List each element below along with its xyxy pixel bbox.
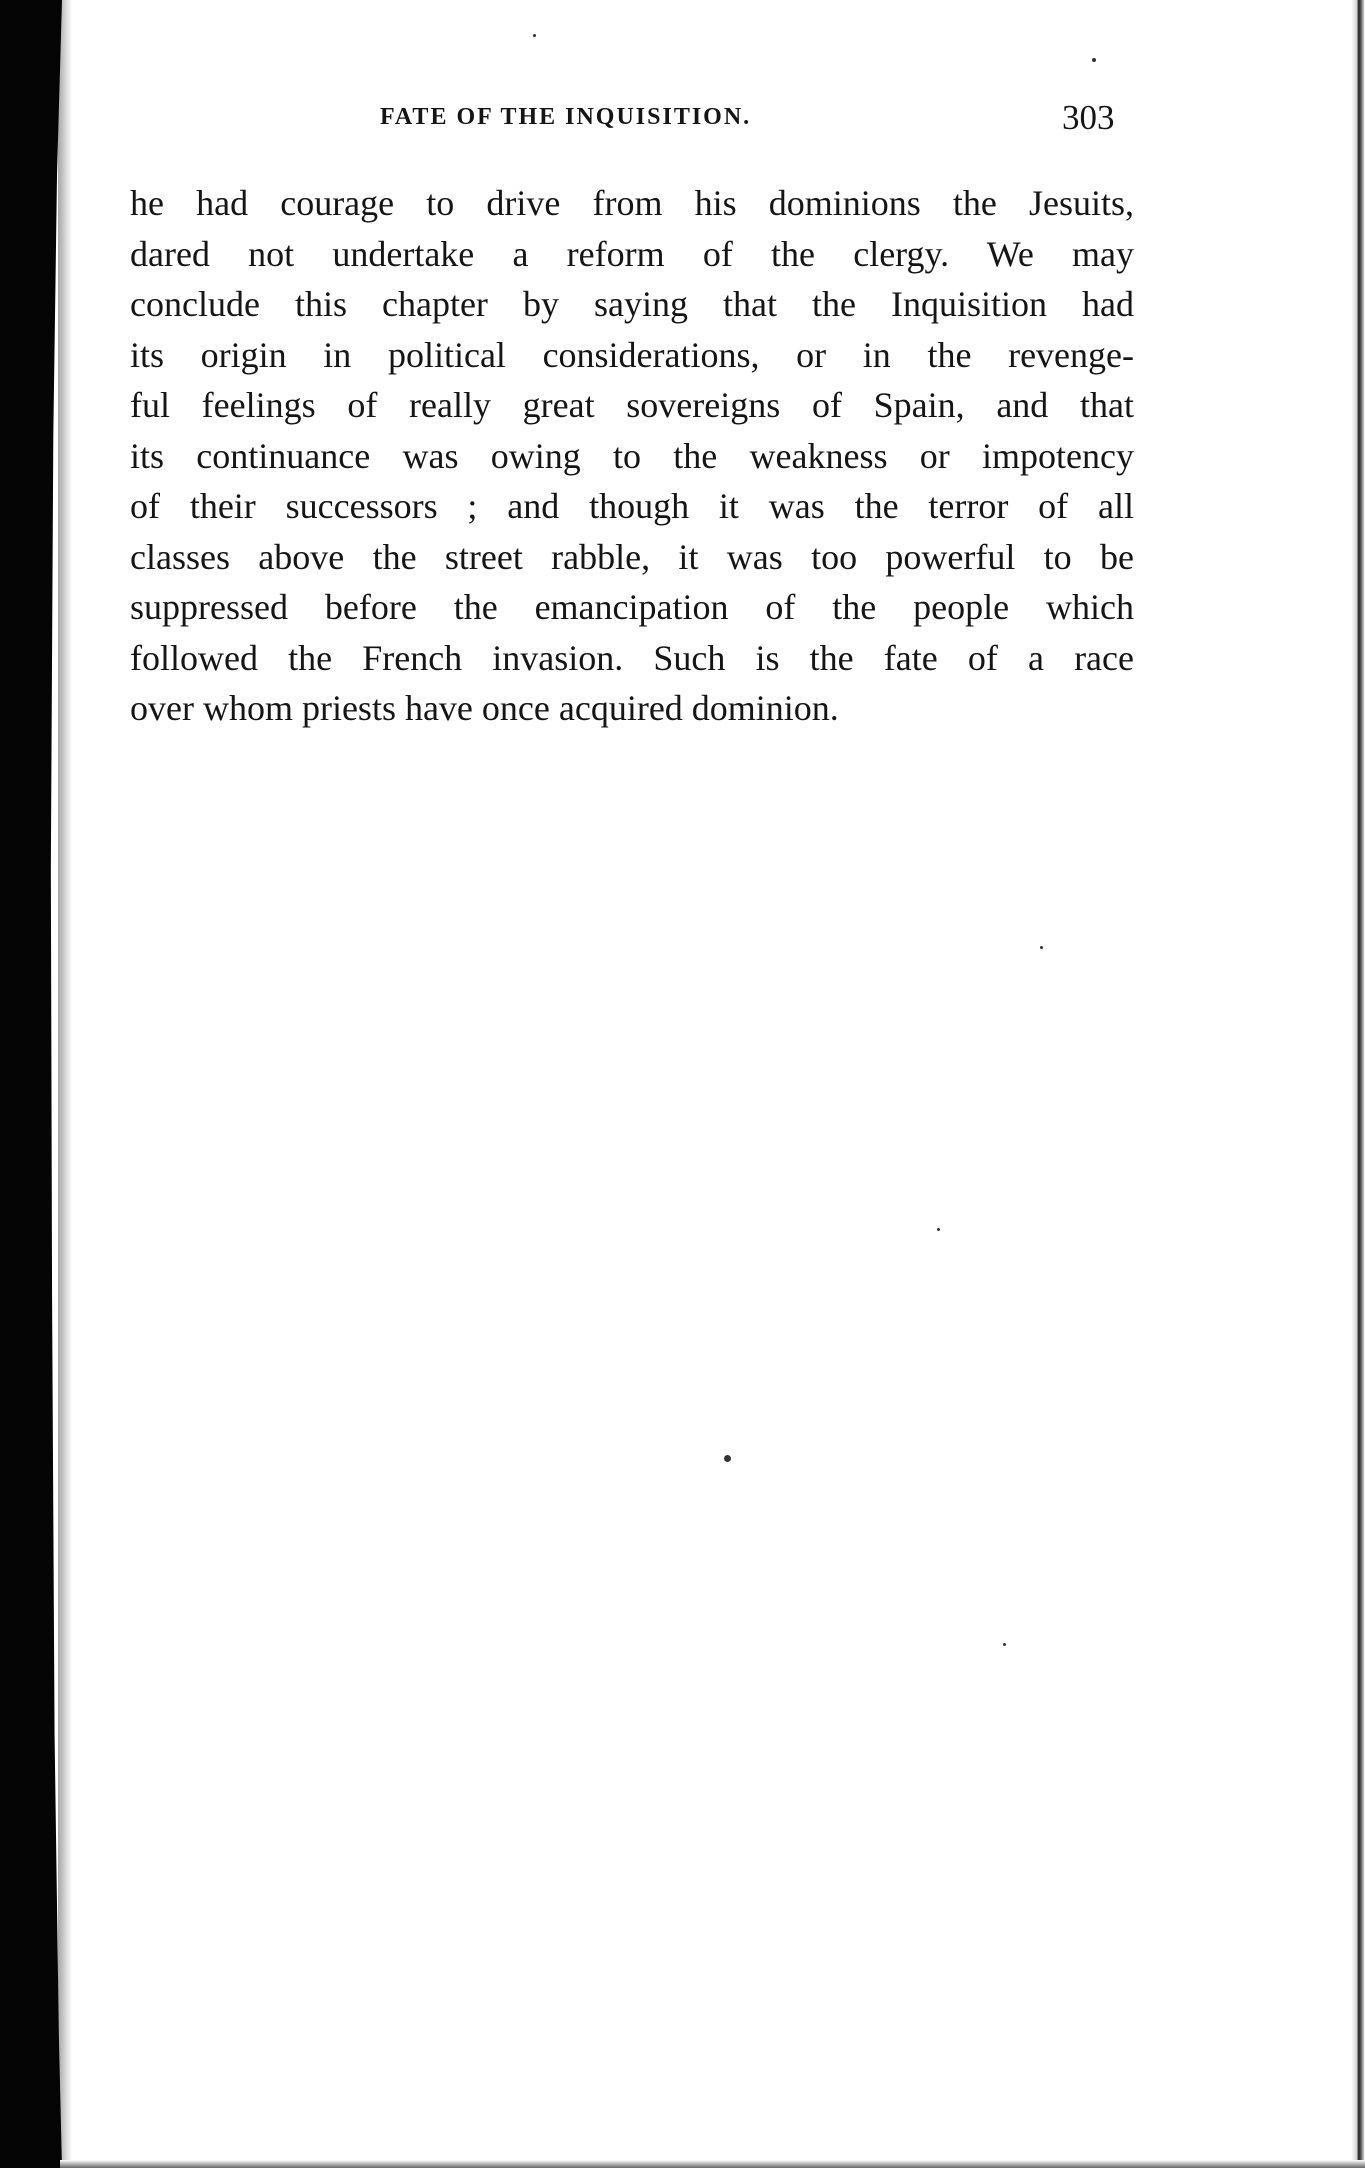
page-bottom-edge bbox=[60, 2160, 1365, 2168]
running-title: FATE OF THE INQUISITION. bbox=[380, 104, 752, 130]
page-right-edge bbox=[1351, 0, 1365, 2168]
text-line: its continuance was owing to the weakness or impotency bbox=[130, 435, 1134, 476]
text-line: classes above the street rabble, it was too powerful to be bbox=[130, 536, 1134, 577]
text-line: followed the French invasion. Such is the fate of a race bbox=[130, 637, 1134, 678]
book-gutter-shadow bbox=[0, 0, 62, 2168]
text-line: ful feelings of really great sovereigns of Spain, and that bbox=[130, 385, 1134, 425]
text-line: its origin in political considerations, or in the revenge- bbox=[130, 334, 1134, 375]
page-number: 303 bbox=[1062, 98, 1115, 137]
text-line: dared not undertake a reform of the clergy. We may bbox=[130, 233, 1134, 274]
scan-speck bbox=[937, 1228, 940, 1231]
text-line: conclude this chapter by saying that the Inquisition had bbox=[130, 284, 1134, 324]
scan-speck bbox=[724, 1455, 731, 1462]
body-paragraph bbox=[130, 178, 1134, 734]
gutter-shade bbox=[58, 0, 72, 2168]
text-line: of their successors ; and though it was the terror of all bbox=[130, 486, 1134, 526]
text-line: suppressed before the emancipation of the people which bbox=[130, 587, 1134, 627]
scan-speck bbox=[1003, 1643, 1006, 1646]
scan-speck bbox=[533, 34, 536, 37]
text-line: he had courage to drive from his dominions the Jesuits, bbox=[130, 183, 1134, 223]
text-line: over whom priests have once acquired dominion. bbox=[130, 688, 839, 728]
running-head bbox=[130, 98, 1130, 138]
scan-speck bbox=[1040, 946, 1043, 949]
scan-speck bbox=[1092, 58, 1096, 62]
